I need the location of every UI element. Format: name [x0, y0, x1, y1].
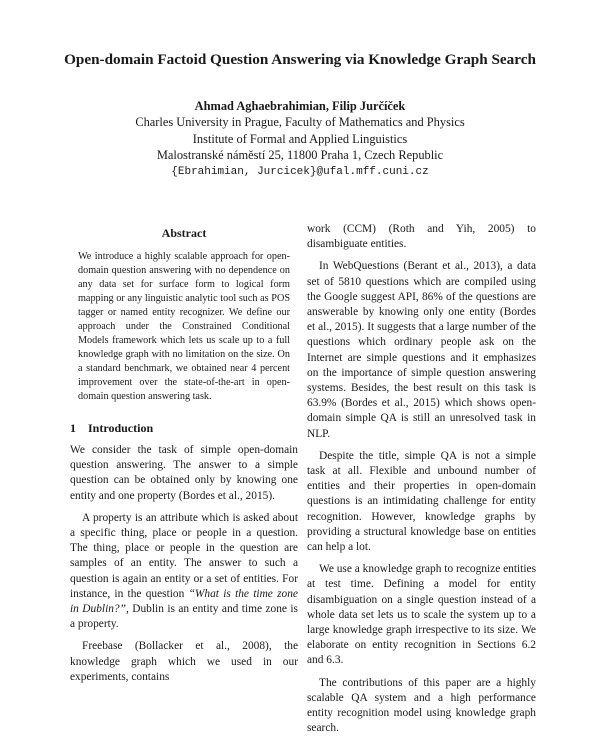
intro-paragraph-2-start: A property is an attribute which is asked about a specific thing, place or people in a question. The thing, place or people in the question are samples of an entity. The answer to such a question is again an entity or a set of entities. For instance, in the question — [70, 511, 298, 600]
right-paragraph-1: In WebQuestions (Berant et al., 2013), a data set of 5810 questions which are compiled using the Google suggest API, 86% of the questions are answerable by knowing only one entity (Bordes et al., 2015). It suggests that a large number of the questions which ordinary people ask on the Internet are simple questions and it emphasizes on the importance of simple question answering systems. Besides, the best result on this task is 63.9% (Bordes et al., 2015) which shows open-domain simple QA is still an unresolved task in NLP. — [307, 260, 536, 440]
right-paragraph-3: We use a knowledge graph to recognize entities at test time. Defining a model for entity disambiguation on a single question instead of a whole data set lets us to scale the system up to a large knowledge graph irrespective to its size. We elaborate on entity recognition in Sections 6.2 and 6.3. — [307, 563, 537, 667]
section-heading-introduction — [70, 420, 298, 436]
right-column — [307, 222, 536, 744]
right-paragraph-0: work (CCM) (Roth and Yih, 2005) to disambiguate entities. — [307, 223, 536, 251]
affiliation-institute: Institute of Formal and Applied Linguistics — [192, 131, 408, 146]
abstract-text: We introduce a highly scalable approach for open-domain question answering with no dependence on any data set for surface form to logical form mapping or any linguistic analytic tool such as POS tagger or named entity recognizer. We define our approach under the Constrained Conditional Models framework which lets us scale up to a full knowledge graph with no limitation on the size. On a standard benchmark, we obtained near 4 percent improvement over the state-of-the-art in open-domain question answering task. — [78, 251, 290, 402]
affiliation-address: Malostranské náměstí 25, 11800 Praha 1, Czech Republic — [156, 148, 444, 163]
intro-paragraph-3: Freebase (Bollacker et al., 2008), the knowledge graph which we used in our experiments, contains — [70, 640, 298, 683]
intro-paragraph-2-end: , Dublin is an entity and time zone is a property. — [70, 603, 298, 631]
section-number: 1 — [70, 421, 76, 435]
abstract-heading: Abstract — [161, 226, 207, 240]
paper-title: Open-domain Factoid Question Answering via Knowledge Graph Search — [64, 51, 536, 68]
intro-paragraph-1: We consider the task of simple open-domain question answering. The answer to a simple question can be obtained only by knowing one entity and one property (Bordes et al., 2015). — [70, 444, 298, 502]
left-column — [70, 222, 298, 692]
section-title: Introduction — [88, 421, 154, 435]
author-block — [0, 98, 600, 180]
author-email: {Ebrahimian, Jurcicek}@ufal.mff.cuni.cz — [171, 165, 429, 178]
author-names: Ahmad Aghaebrahimian, Filip Jurčíček — [194, 99, 406, 113]
right-paragraph-4: The contributions of this paper are a highly scalable QA system and a high performance entity recognition model using knowledge graph search. — [307, 676, 536, 735]
right-paragraph-2: Despite the title, simple QA is not a simple task at all. Flexible and unbound number of entities and their properties in open-domain questions is an intimidating challenge for entity recognition. However, knowledge graphs by providing a structural knowledge base on entities can help a lot. — [307, 449, 536, 554]
example-question: “What is the time zone in Dublin?” — [70, 587, 298, 616]
intro-paragraph-2 — [70, 511, 298, 633]
affiliation-university: Charles University in Prague, Faculty of Mathematics and Physics — [135, 115, 465, 130]
